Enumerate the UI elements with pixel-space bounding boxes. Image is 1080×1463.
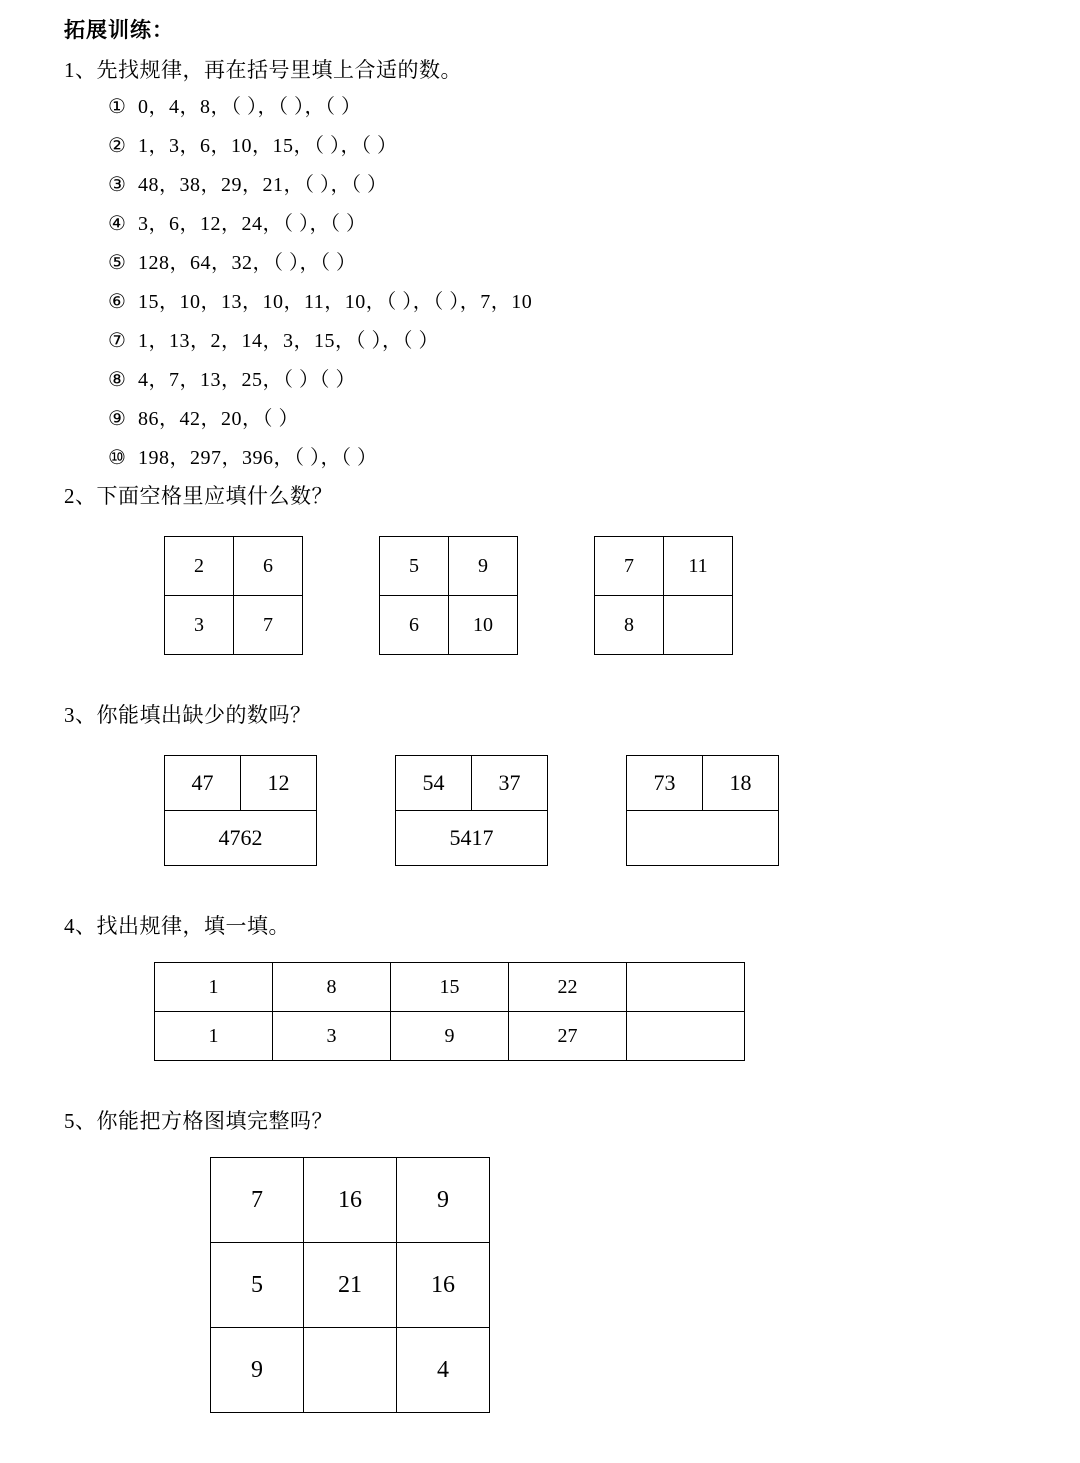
sequence-marker: ④	[108, 213, 127, 235]
sequence-text: 4，7，13，25，（ ）（ ）	[138, 369, 356, 391]
cell: 9	[391, 1012, 509, 1061]
cell: 37	[472, 756, 548, 811]
sequence-text: 48，38，29，21，（ ），（ ）	[138, 174, 388, 196]
table-row	[165, 756, 317, 811]
table-row	[396, 756, 548, 811]
table-row	[211, 1158, 490, 1243]
cell: 16	[397, 1243, 490, 1328]
sequence-text: 128，64，32，（ ），（ ）	[138, 252, 357, 274]
cell: 7	[234, 596, 303, 655]
cell: 3	[273, 1012, 391, 1061]
cell: 15	[391, 963, 509, 1012]
grid-q3-1	[164, 755, 317, 866]
cell: 6	[380, 596, 449, 655]
cell: 73	[627, 756, 703, 811]
cell-blank	[627, 963, 745, 1012]
cell-result: 5417	[396, 811, 548, 866]
sequence-list	[0, 90, 1080, 470]
cell: 7	[211, 1158, 304, 1243]
sequence-text: 198，297，396，（ ），（ ）	[138, 447, 378, 469]
sequence-text: 1，13，2，14，3，15，（ ），（ ）	[138, 330, 439, 352]
grid-q3-3	[626, 755, 779, 866]
sequence-marker: ⑩	[108, 447, 127, 469]
cell: 22	[509, 963, 627, 1012]
list-item	[108, 285, 1080, 314]
cell: 47	[165, 756, 241, 811]
sequence-marker: ⑤	[108, 252, 127, 274]
cell: 18	[703, 756, 779, 811]
table-row	[380, 596, 518, 655]
question-1-label: 1、先找规律，再在括号里填上合适的数。	[64, 58, 462, 82]
cell: 1	[155, 1012, 273, 1061]
table-row	[165, 537, 303, 596]
table-row	[165, 811, 317, 866]
question-5-label: 5、你能把方格图填完整吗？	[64, 1109, 333, 1133]
cell: 5	[211, 1243, 304, 1328]
sequence-marker: ⑥	[108, 291, 127, 313]
page-title: 拓展训练：	[64, 19, 174, 42]
table-row	[627, 811, 779, 866]
sequence-text: 86，42，20，（ ）	[138, 408, 299, 430]
cell: 54	[396, 756, 472, 811]
question-5-grid	[210, 1157, 1080, 1413]
list-item	[108, 324, 1080, 353]
list-item	[108, 363, 1080, 392]
list-item	[108, 246, 1080, 275]
question-4-label: 4、找出规律，填一填。	[64, 914, 290, 938]
table-row	[595, 537, 733, 596]
table-row	[595, 596, 733, 655]
sequence-text: 1，3，6，10，15，（ ），（ ）	[138, 135, 398, 157]
cell-result: 4762	[165, 811, 317, 866]
sequence-marker: ②	[108, 135, 127, 157]
table-row	[211, 1243, 490, 1328]
table-row	[627, 756, 779, 811]
grid-q2-1	[164, 536, 303, 655]
sequence-text: 3，6，12，24，（ ），（ ）	[138, 213, 367, 235]
cell: 9	[211, 1328, 304, 1413]
grid-q5	[210, 1157, 490, 1413]
cell: 8	[273, 963, 391, 1012]
cell: 5	[380, 537, 449, 596]
cell: 1	[155, 963, 273, 1012]
table-row	[155, 963, 745, 1012]
list-item	[108, 402, 1080, 431]
sequence-marker: ①	[108, 96, 127, 118]
list-item	[108, 207, 1080, 236]
grid-q2-2	[379, 536, 518, 655]
table-row	[396, 811, 548, 866]
table-row	[380, 537, 518, 596]
question-3-grids	[164, 755, 1080, 866]
sequence-marker: ⑨	[108, 408, 127, 430]
question-2-grids	[164, 536, 1080, 655]
sequence-text: 0，4，8，（ ），（ ），（ ）	[138, 96, 362, 118]
cell: 11	[664, 537, 733, 596]
question-2-label: 2、下面空格里应填什么数？	[64, 484, 333, 508]
cell: 10	[449, 596, 518, 655]
cell: 6	[234, 537, 303, 596]
list-item	[108, 168, 1080, 197]
cell: 16	[304, 1158, 397, 1243]
cell: 12	[241, 756, 317, 811]
list-item	[108, 129, 1080, 158]
grid-q4	[154, 962, 745, 1061]
cell: 3	[165, 596, 234, 655]
list-item	[108, 90, 1080, 119]
table-row	[211, 1328, 490, 1413]
sequence-marker: ⑦	[108, 330, 127, 352]
cell-blank	[627, 1012, 745, 1061]
cell: 4	[397, 1328, 490, 1413]
cell-blank	[304, 1328, 397, 1413]
cell-result-blank	[627, 811, 779, 866]
cell-blank	[664, 596, 733, 655]
cell: 8	[595, 596, 664, 655]
cell: 9	[449, 537, 518, 596]
cell: 21	[304, 1243, 397, 1328]
sequence-marker: ⑧	[108, 369, 127, 391]
table-row	[165, 596, 303, 655]
worksheet-page	[0, 14, 1080, 1463]
cell: 2	[165, 537, 234, 596]
question-4-grid	[154, 962, 1080, 1061]
cell: 27	[509, 1012, 627, 1061]
grid-q2-3	[594, 536, 733, 655]
sequence-text: 15，10，13，10，11，10，（ ），（ ），7，10	[138, 291, 533, 313]
question-3-label: 3、你能填出缺少的数吗？	[64, 703, 312, 727]
sequence-marker: ③	[108, 174, 127, 196]
list-item	[108, 441, 1080, 470]
cell: 7	[595, 537, 664, 596]
grid-q3-2	[395, 755, 548, 866]
table-row	[155, 1012, 745, 1061]
cell: 9	[397, 1158, 490, 1243]
